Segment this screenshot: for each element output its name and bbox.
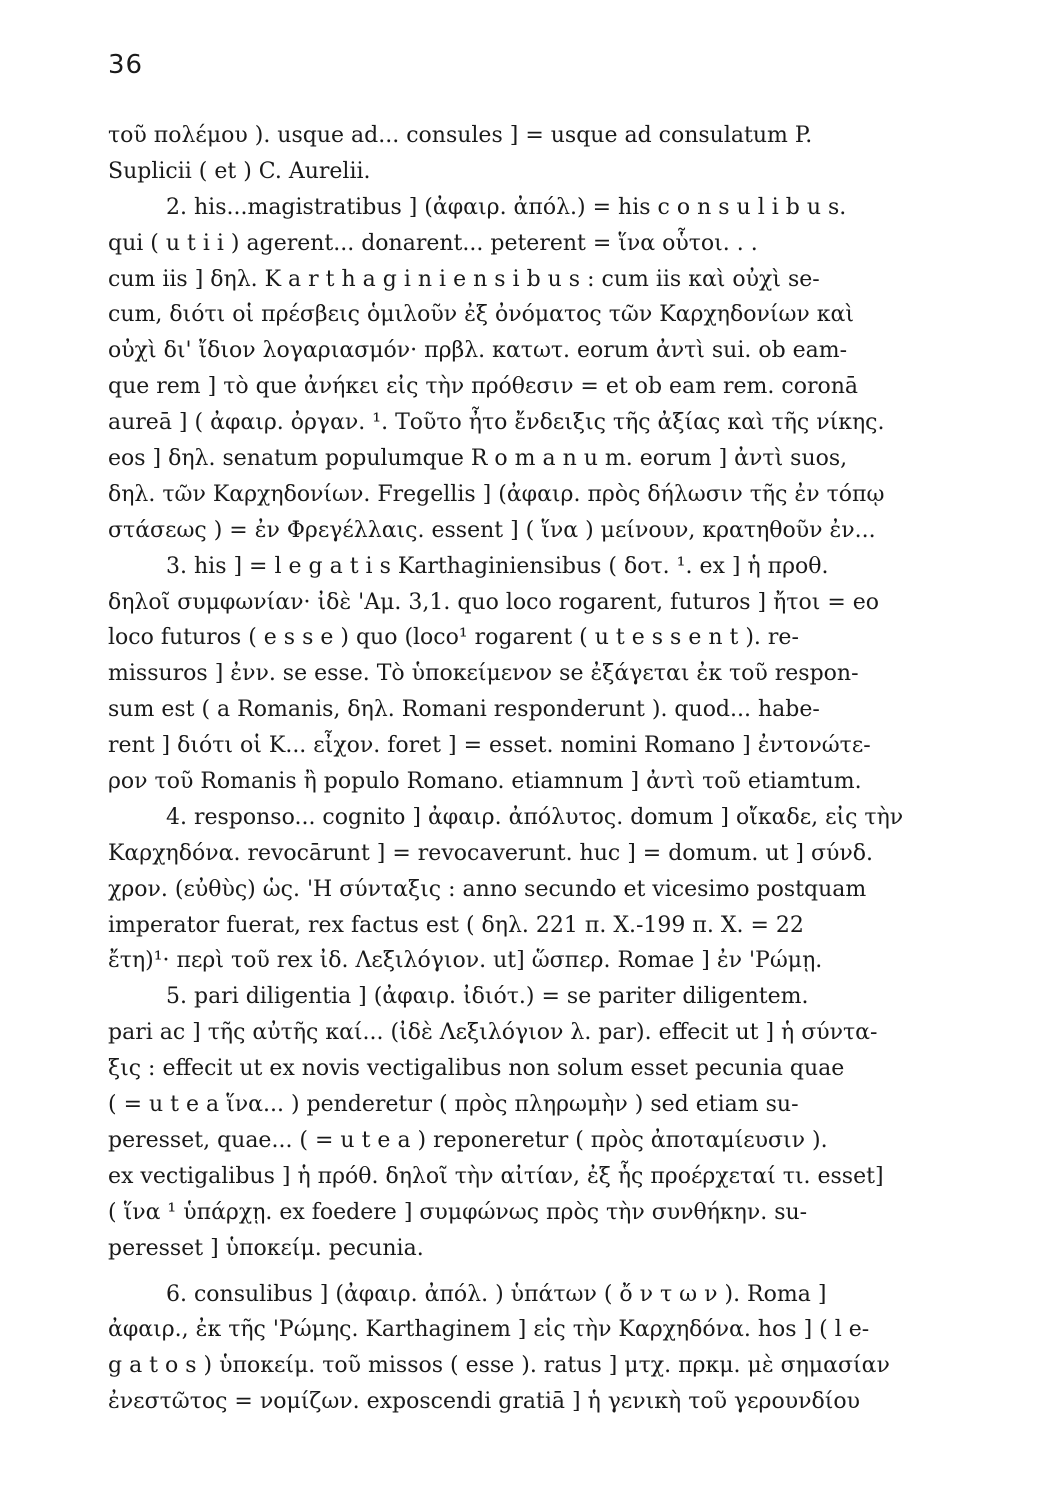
text-line: aureā ] ( ἀφαιρ. ὀργαν. ¹. Τοῦτο ἦτο ἔνδειξις τῆς ἀξίας καὶ τῆς νίκης.	[108, 410, 885, 436]
text-line: missuros ] ἐνν. se esse. Τὸ ὑποκείμενον se ἐξάγεται ἐκ τοῦ respon-	[108, 661, 859, 687]
text-line: qui ( u t i i ) agerent... donarent... peterent = ἵνα οὗτοι. . .	[108, 230, 758, 256]
text-line: peresset, quae... ( = u t e a ) reponeretur ( πρὸς ἀποταμίευσιν ).	[108, 1127, 828, 1153]
text-line: Καρχηδόνα. revocārunt ] = revocaverunt. huc ] = domum. ut ] σύνδ.	[108, 840, 874, 866]
commentary-text	[108, 118, 973, 1420]
text-line: δηλοῖ συμφωνίαν· ἰδὲ 'Αμ. 3,1. quo loco rogarent, futuros ] ἤτοι = eo	[108, 589, 880, 615]
text-line: 5. pari diligentia ] (ἀφαιρ. ἰδιότ.) = se pariter diligentem.	[166, 984, 809, 1010]
text-line: peresset ] ὑποκείμ. pecunia.	[108, 1235, 424, 1261]
text-line: 4. responso... cognito ] ἀφαιρ. ἀπόλυτος. domum ] οἴκαδε, εἰς τὴν	[166, 804, 904, 830]
text-line: sum est ( a Romanis, δηλ. Romani responderunt ). quod... habe-	[108, 697, 820, 723]
text-line: ξις : effecit ut ex novis vectigalibus non solum esset pecunia quae	[108, 1056, 845, 1082]
text-line: ἔτη)¹· περὶ τοῦ rex ἰδ. Λεξιλόγιον. ut] ὥσπερ. Romae ] ἐν 'Ρώμῃ.	[108, 948, 823, 974]
text-line: cum, διότι οἱ πρέσβεις ὁμιλοῦν ἐξ ὀνόματος τῶν Καρχηδονίων καὶ	[108, 302, 854, 328]
text-line: ἐνεστῶτος = νομίζων. exposcendi gratiā ] ἡ γενικὴ τοῦ γερουνδίου	[108, 1389, 860, 1415]
text-line: que rem ] τὸ que ἀνήκει εἰς τὴν πρόθεσιν = et ob eam rem. coronā	[108, 374, 859, 400]
text-line: loco futuros ( e s s e ) quo (loco¹ rogarent ( u t e s s e n t ). re-	[108, 625, 799, 651]
page-number: 36	[108, 50, 144, 80]
text-line: ex vectigalibus ] ἡ πρόθ. δηλοῖ τὴν αἰτίαν, ἐξ ἧς προέρχεταί τι. esset]	[108, 1163, 884, 1189]
text-line: δηλ. τῶν Καρχηδονίων. Fregellis ] (ἀφαιρ. πρὸς δήλωσιν τῆς ἐν τόπῳ	[108, 481, 885, 507]
text-line: 2. his...magistratibus ] (ἀφαιρ. ἀπόλ.) = his c o n s u l i b u s.	[166, 194, 847, 220]
text-line: τοῦ πολέμου ). usque ad... consules ] = usque ad consulatum P.	[108, 123, 813, 148]
text-line: rent ] διότι οἱ K... εἶχον. foret ] = esset. nomini Romano ] ἐντονώτε-	[108, 733, 871, 759]
text-line: ( ἵνα ¹ ὑπάρχῃ. ex foedere ] συμφώνως πρὸς τὴν συνθήκην. su-	[108, 1199, 808, 1225]
text-line: g a t o s ) ὑποκείμ. τοῦ missos ( esse ). ratus ] μτχ. πρκμ. μὲ σημασίαν	[108, 1353, 890, 1379]
text-line: στάσεως ) = ἐν Φρεγέλλαις. essent ] ( ἵνα ) μείνουν, κρατηθοῦν ἐν...	[108, 517, 876, 543]
text-line: Suplicii ( et ) C. Aurelii.	[108, 158, 371, 184]
text-line: 3. his ] = l e g a t i s Karthaginiensibus ( δοτ. ¹. ex ] ἡ προθ.	[166, 553, 829, 579]
text-line: pari ac ] τῆς αὐτῆς καί... (ἰδὲ Λεξιλόγιον λ. par). effecit ut ] ἡ σύντα-	[108, 1020, 878, 1046]
text-line: 6. consulibus ] (ἀφαιρ. ἀπόλ. ) ὑπάτων ( ὄ ν τ ω ν ). Roma ]	[166, 1281, 827, 1307]
text-line: ( = u t e a ἵνα... ) penderetur ( πρὸς πληρωμὴν ) sed etiam su-	[108, 1092, 799, 1118]
text-line: ἀφαιρ., ἐκ τῆς 'Ρώμης. Karthaginem ] εἰς τὴν Καρχηδόνα. hos ] ( l e-	[108, 1317, 870, 1343]
text-line: οὐχὶ δι' ἴδιον λογαριασμόν· πρβλ. κατωτ. eorum ἀντὶ sui. ob eam-	[108, 338, 848, 364]
text-line: eos ] δηλ. senatum populumque R o m a n u m. eorum ] ἀντὶ suos,	[108, 446, 848, 472]
text-line: ρον τοῦ Romanis ἢ populo Romano. etiamnum ] ἀντὶ τοῦ etiamtum.	[108, 769, 862, 795]
text-line: imperator fuerat, rex factus est ( δηλ. 221 π. X.-199 π. X. = 22	[108, 912, 804, 938]
text-line: cum iis ] δηλ. K a r t h a g i n i e n s i b u s : cum iis καὶ οὐχὶ se-	[108, 266, 820, 292]
text-line: χρον. (εὐθὺς) ὡς. 'Η σύνταξις : anno secundo et vicesimo postquam	[108, 876, 867, 902]
